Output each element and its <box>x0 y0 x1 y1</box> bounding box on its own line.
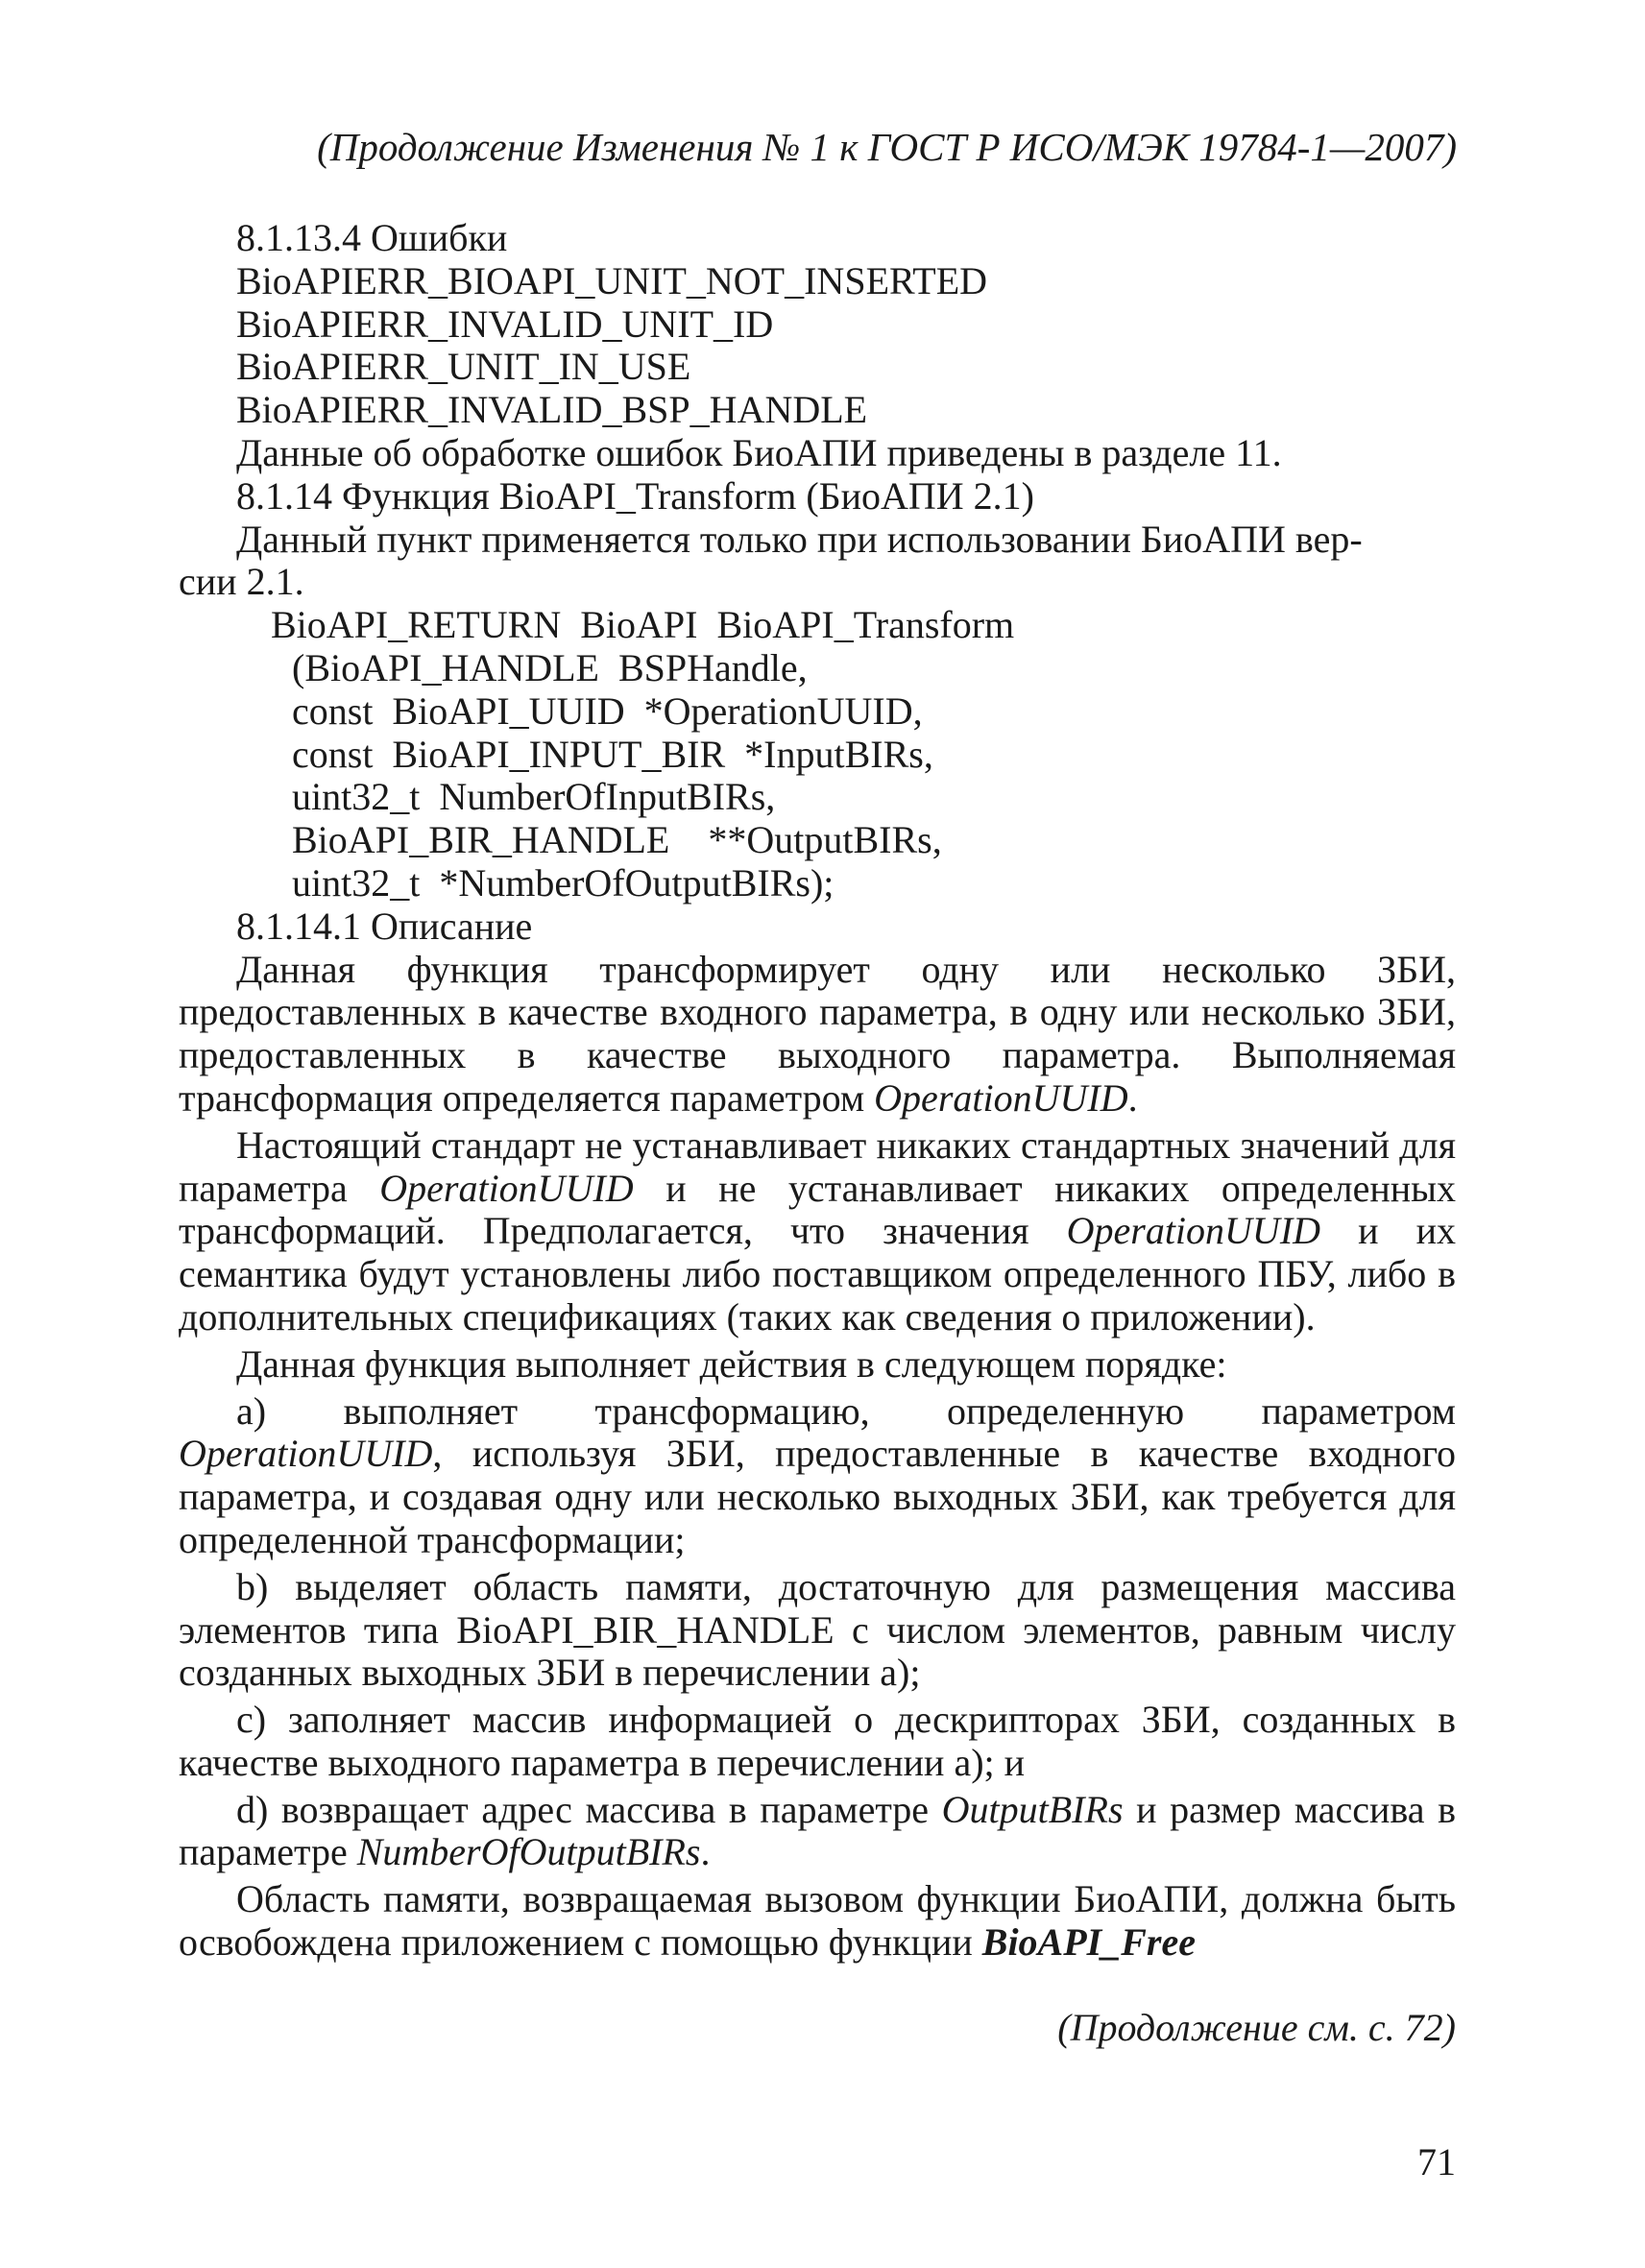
error-code: BioAPIERR_INVALID_BSP_HANDLE <box>236 388 868 432</box>
page-number: 71 <box>1417 2140 1456 2184</box>
error-code: BioAPIERR_BIOAPI_UNIT_NOT_INSERTED <box>236 258 988 302</box>
param-name: OperationUUID <box>1066 1209 1321 1253</box>
list-item-b: b) выделяет область памяти, достаточную для размещения массива элементов типа BioAPI_BIR_HANDLE с числом элементов, равным числу созданных выходных ЗБИ в перечислении а); <box>179 1564 1456 1695</box>
code-line: BioAPI_BIR_HANDLE **OutputBIRs, <box>292 818 942 862</box>
param-name: OperationUUID <box>179 1432 433 1476</box>
errors-note: Данные об обработке ошибок БиоАПИ приведены в разделе 11. <box>236 430 1282 474</box>
param-name: OutputBIRs <box>941 1787 1124 1831</box>
paragraph-text: Данная функция трансформирует одну или несколько ЗБИ, предоставленных в качестве входного параметра, в одну или несколько ЗБИ, предоставленных в качестве выходного параметра. Выполняемая трансформация определяется параметром <box>179 947 1456 1120</box>
list-item-c: с) заполняет массив информацией о дескрипторах ЗБИ, созданных в качестве выходного параметра в перечислении а); и <box>179 1698 1456 1784</box>
code-line: uint32_t NumberOfInputBIRs, <box>292 775 776 819</box>
code-line: const BioAPI_INPUT_BIR *InputBIRs, <box>292 732 933 776</box>
order-intro: Данная функция выполняет действия в следующем порядке: <box>236 1341 1227 1386</box>
applicability-line: Данный пункт применяется только при использовании БиоАПИ вер- <box>236 517 1363 561</box>
punctuation: . <box>700 1830 711 1874</box>
error-code: BioAPIERR_INVALID_UNIT_ID <box>236 302 774 346</box>
list-item-d <box>179 1789 1456 1875</box>
list-text: d) возвращает адрес массива в параметре <box>236 1787 930 1831</box>
list-text: а) выполняет трансформацию, определенную параметром <box>236 1388 1456 1433</box>
paragraph-text: и их семантика будут установлены либо поставщиком определенного ПБУ, либо в дополнительных спецификациях (таких как сведения о приложении). <box>179 1209 1456 1339</box>
paragraph-text: Настоящий стандарт не устанавливает никаких стандартных значений для параметра <box>179 1122 1456 1210</box>
code-line: (BioAPI_HANDLE BSPHandle, <box>292 645 808 689</box>
errors-heading: 8.1.13.4 Ошибки <box>236 216 508 259</box>
paragraph-text: Область памяти, возвращаемая вызовом функции БиоАПИ, должна быть освобождена приложением с помощью функции <box>179 1877 1456 1965</box>
error-code: BioAPIERR_UNIT_IN_USE <box>236 345 691 389</box>
section-heading: 8.1.14 Функция BioAPI_Transform (БиоАПИ 2.1) <box>236 473 1034 518</box>
punctuation: . <box>1127 1075 1138 1120</box>
param-name: OperationUUID <box>874 1075 1128 1120</box>
paragraph-text: и не устанавливает никаких определенных трансформаций. Предполагается, что значения <box>179 1166 1457 1253</box>
memory-paragraph <box>179 1878 1456 1965</box>
param-name: NumberOfOutputBIRs <box>356 1830 701 1874</box>
list-text: , используя ЗБИ, предоставленные в качестве входного параметра, и создавая одну или несколько выходных ЗБИ, как требуется для определенной трансформации; <box>179 1432 1456 1561</box>
function-name: BioAPI_Free <box>981 1920 1196 1965</box>
list-item-a <box>179 1390 1456 1562</box>
code-line: const BioAPI_UUID *OperationUUID, <box>292 688 923 733</box>
continuation-note: (Продолжение см. с. 72) <box>1057 2006 1456 2049</box>
page-body <box>179 217 1456 1965</box>
applicability-line: сии 2.1. <box>179 560 304 604</box>
standard-paragraph <box>179 1124 1456 1339</box>
description-paragraph <box>179 949 1456 1121</box>
code-line: uint32_t *NumberOfOutputBIRs); <box>292 860 835 905</box>
param-name: OperationUUID <box>379 1166 634 1210</box>
description-heading: 8.1.14.1 Описание <box>236 904 533 948</box>
running-header: (Продолжение Изменения № 1 к ГОСТ Р ИСО/МЭК 19784-1—2007) <box>317 125 1457 169</box>
list-text: и размер массива в параметре <box>179 1787 1457 1874</box>
code-line: BioAPI_RETURN BioAPI BioAPI_Transform <box>271 603 1015 647</box>
